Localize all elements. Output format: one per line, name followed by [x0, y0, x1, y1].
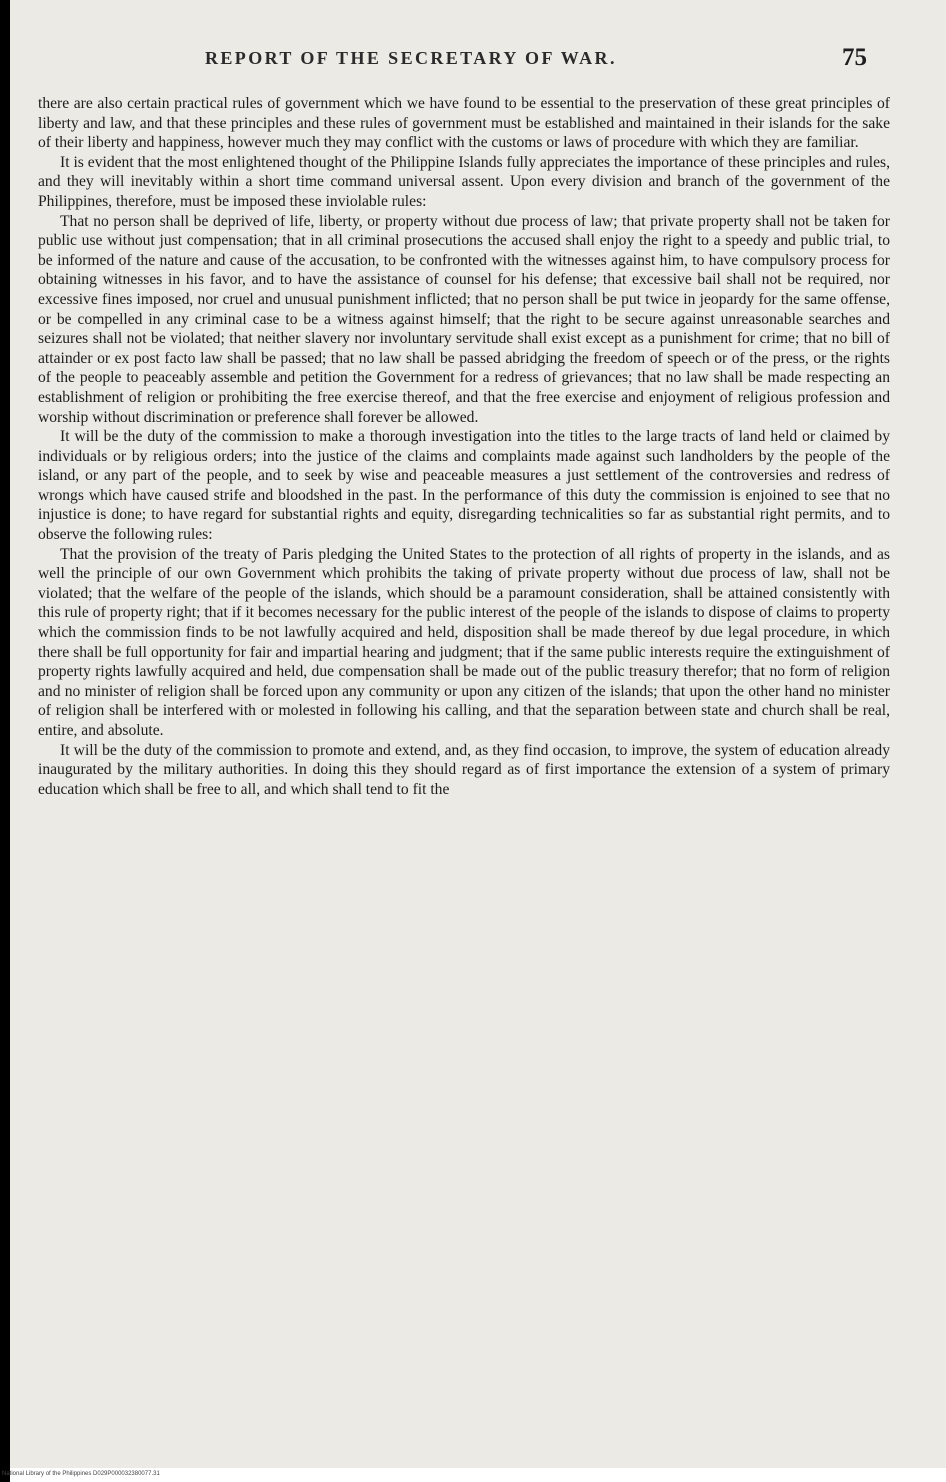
scan-footer: [2, 1468, 946, 1482]
paragraph-1: there are also certain practical rules of government which we have found to be essential to the preservation of these great principles of liberty and law, and that these principles and these rules of government must be established and maintained in their islands for the sake of their liberty and happiness, however much they may conflict with the customs or laws of procedure with which they are familiar.: [38, 95, 890, 152]
page-header: [10, 44, 946, 84]
paragraph-5: That the provision of the treaty of Paris pledging the United States to the protection of all rights of property in the islands, and as well the principle of our own Government which prohibits the taking of private property without due process of law, shall not be violated; that the welfare of the people of the islands, which should be a paramount consideration, shall be attained consistently with this rule of property right; that if it becomes necessary for the public interest of the people of the islands to dispose of claims to property which the commission finds to be not lawfully acquired and held, disposition shall be made thereof by due legal procedure, in which there shall be full opportunity for fair and impartial hearing and judgment; that if the same public interests require the extinguishment of property rights lawfully acquired and held, due compensation shall be made out of the public treasury therefor; that no form of religion and no minister of religion shall be forced upon any community or upon any citizen of the islands; that upon the other hand no minister of religion shall be interfered with or molested in following his calling, and that the separation between state and church shall be real, entire, and absolute.: [38, 545, 890, 739]
paragraph-4: It will be the duty of the commission to make a thorough investigation into the titles to the large tracts of land held or claimed by individuals or by religious orders; into the justice of the claims and complaints made against such landholders by the people of the island, or any part of the people, and to seek by wise and peaceable measures a just settlement of the controversies and redress of wrongs which have caused strife and bloodshed in the past. In the performance of this duty the commission is enjoined to see that no injustice is done; to have regard for substantial rights and equity, disregarding technicalities so far as substantial right permits, and to observe the following rules:: [38, 428, 890, 544]
paragraph-3: That no person shall be deprived of life, liberty, or property without due process of law; that private property shall not be taken for public use without just compensation; that in all criminal prosecutions the accused shall enjoy the right to a speedy and public trial, to be informed of the nature and cause of the accusation, to be confronted with the witnesses against him, to have compulsory process for obtaining witnesses in his favor, and to have the assistance of counsel for his defense; that excessive bail shall not be required, nor excessive fines imposed, nor cruel and unusual punishment inflicted; that no person shall be put twice in jeopardy for the same offense, or be compelled in any criminal case to be a witness against himself; that the right to be secure against unreasonable searches and seizures shall not be violated; that neither slavery nor involuntary servitude shall exist except as a punishment for crime; that no bill of attainder or ex post facto law shall be passed; that no law shall be passed abridging the freedom of speech or of the press, or the rights of the people to peaceably assemble and petition the Government for a redress of grievances; that no law shall be made respecting an establishment of religion or prohibiting the free exercise thereof, and that the free exercise and enjoyment of religious profession and worship without discrimination or preference shall forever be allowed.: [38, 212, 890, 426]
page-number: 75: [842, 44, 867, 71]
document-page: [2, 0, 946, 1482]
paragraph-6: It will be the duty of the commission to promote and extend, and, as they find occasion, to improve, the system of education already inaugurated by the military authorities. In doing this they should regard as of first importance the extension of a system of primary education which shall be free to all, and which shall tend to fit the: [38, 741, 890, 798]
scan-credit: National Library of the Philippines D029P000032380077.31: [2, 1471, 160, 1477]
paragraph-2: It is evident that the most enlightened thought of the Philippine Islands fully appreciates the importance of these principles and rules, and they will inevitably within a short time command universal assent. Upon every division and branch of the government of the Philippines, therefore, must be imposed these inviolable rules:: [38, 153, 890, 210]
body-text: [38, 94, 890, 799]
running-head: REPORT OF THE SECRETARY OF WAR.: [205, 48, 617, 68]
